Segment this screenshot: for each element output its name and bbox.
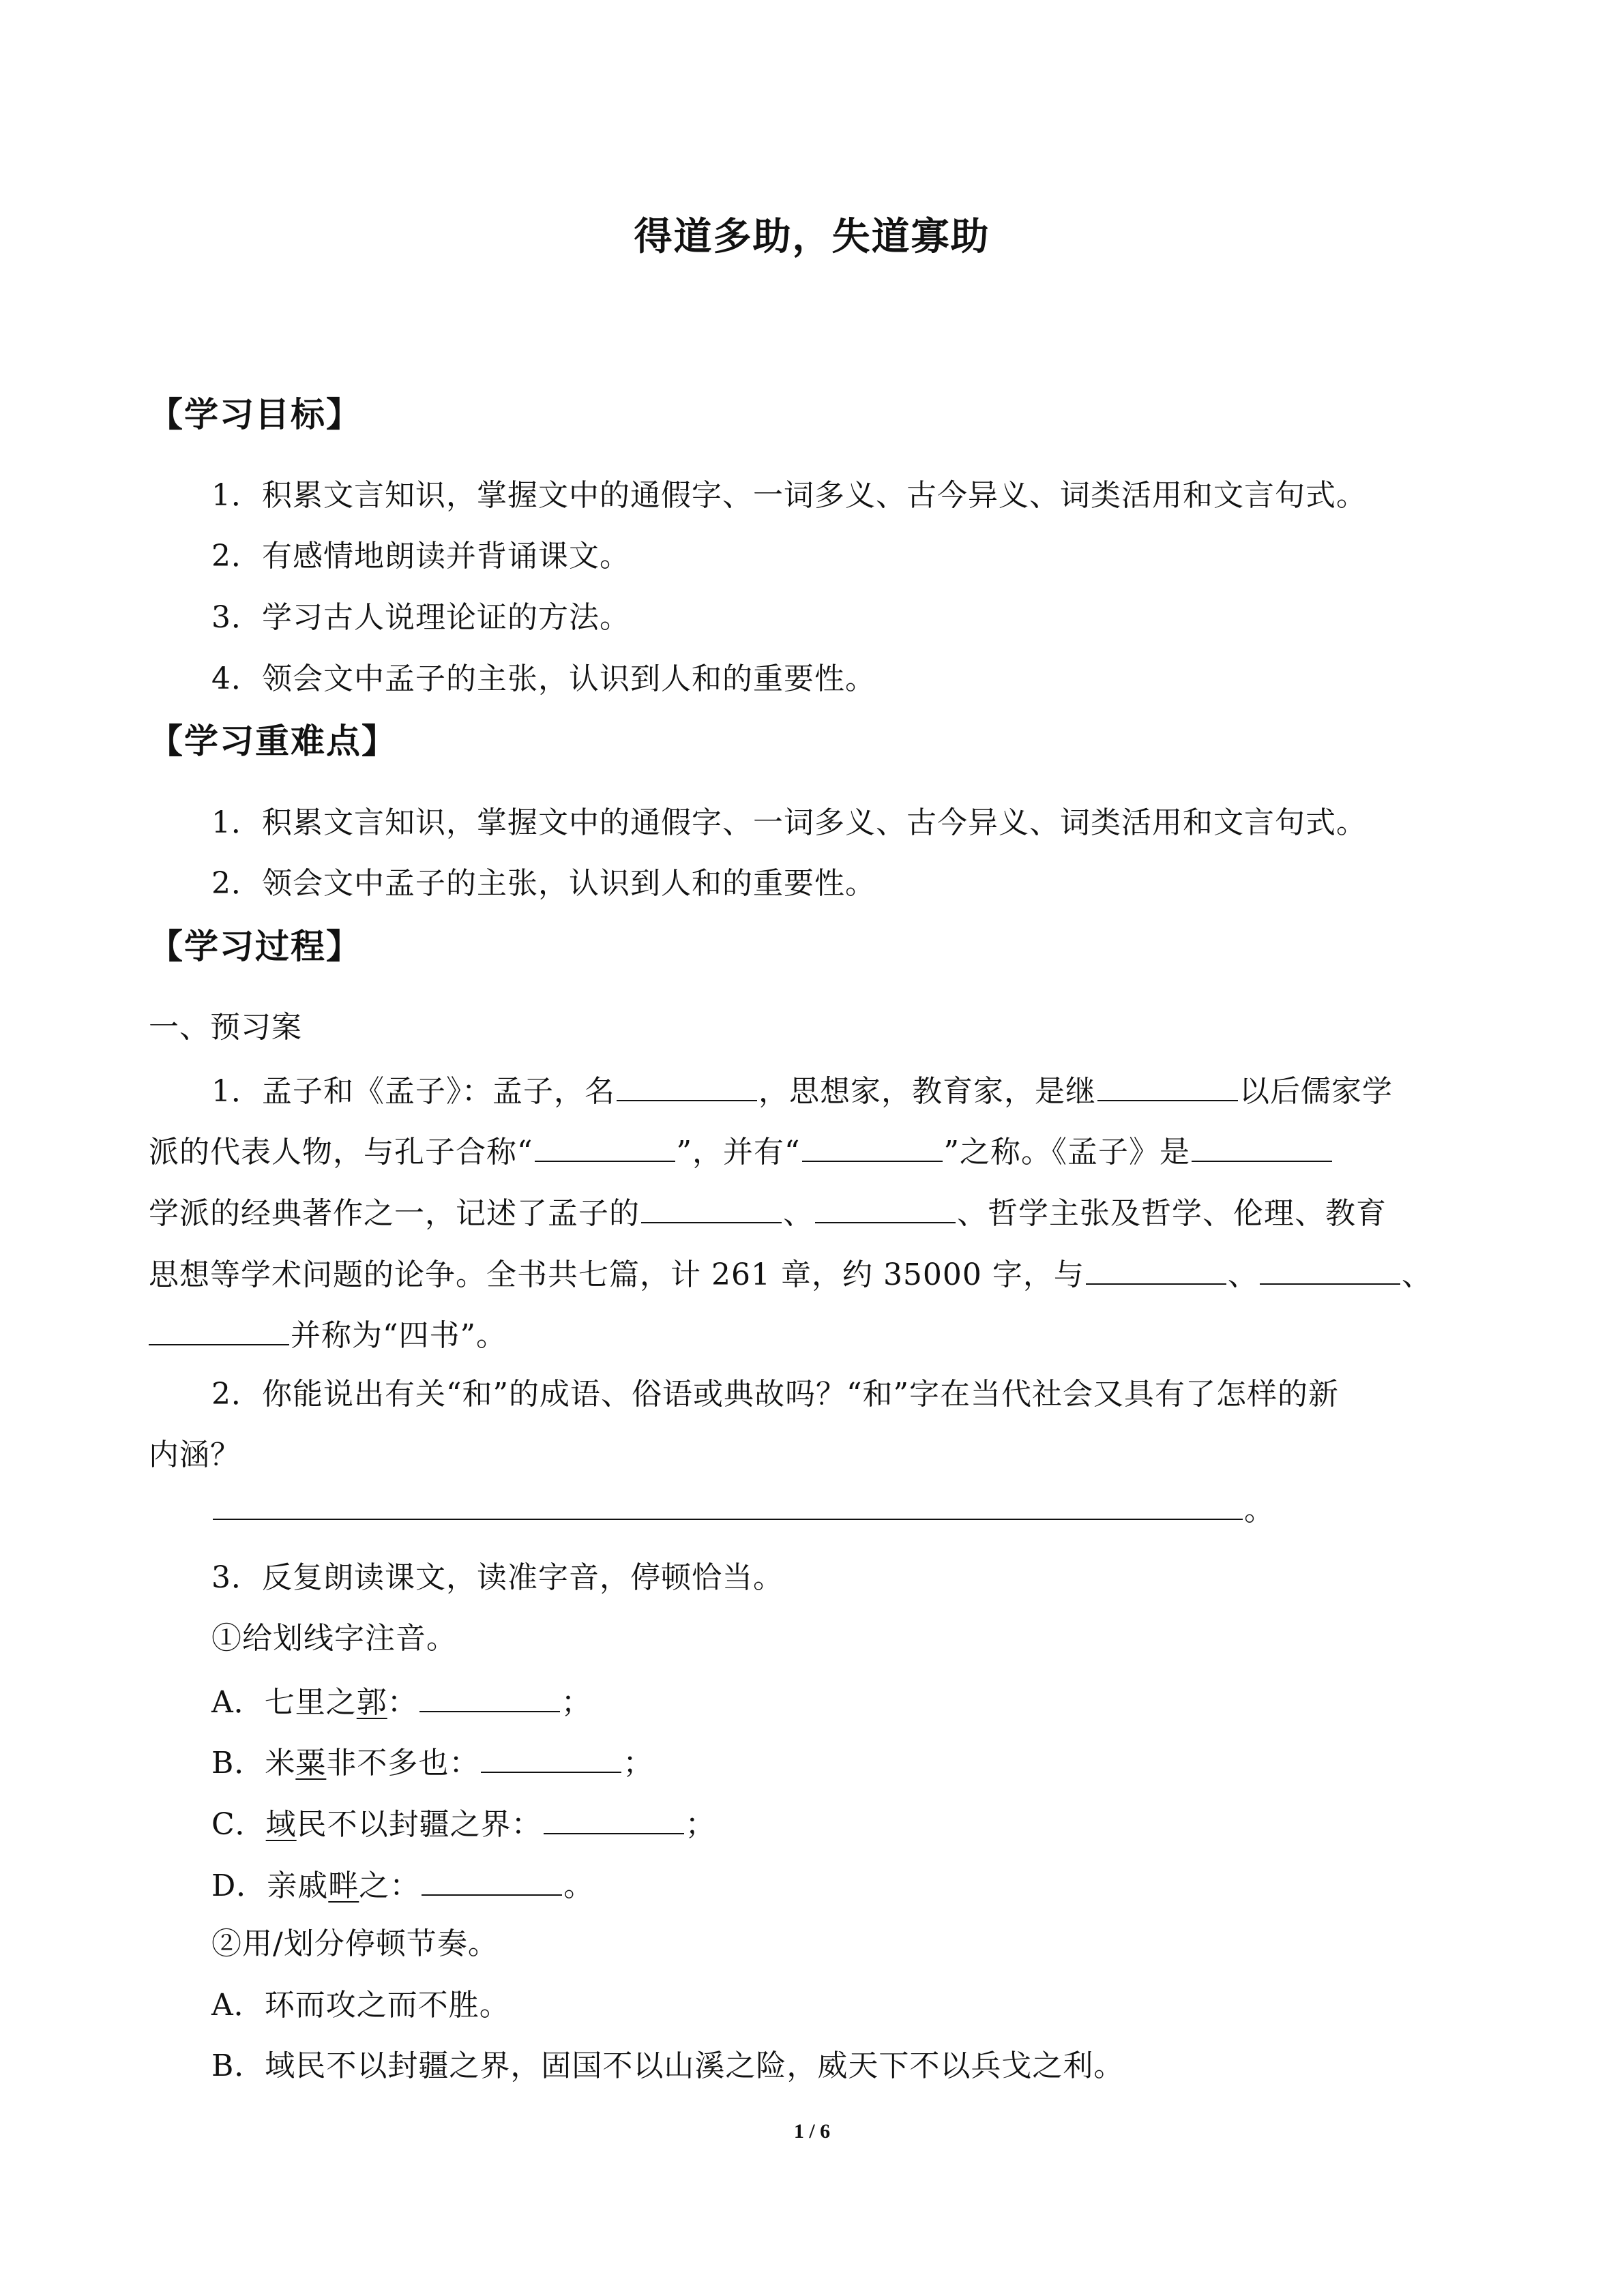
fill-blank[interactable] (419, 1680, 560, 1712)
q1-line-3: 学派的经典著作之一，记述了孟子的 、 、哲学主张及哲学、伦理、教育 (149, 1191, 1387, 1234)
document-title: 得道多助，失道寡助 (634, 215, 990, 259)
fill-blank[interactable] (617, 1069, 757, 1101)
objective-item-3: 3．学习古人说理论证的方法。 (211, 600, 630, 635)
pinyin-item-a: A．七里之郭： ； (211, 1680, 592, 1723)
objective-item-4: 4．领会文中孟子的主张，认识到人和的重要性。 (211, 661, 876, 696)
underlined-char: 粟 (295, 1746, 327, 1780)
q3-intro: 3．反复朗读课文，读准字音，停顿恰当。 (211, 1560, 784, 1595)
fill-blank[interactable] (422, 1863, 562, 1896)
objective-item-1: 1．积累文言知识，掌握文中的通假字、一词多义、古今异义、词类活用和文言句式。 (211, 478, 1367, 513)
key-points-heading: 【学习重难点】 (149, 721, 397, 761)
key-point-item-1: 1．积累文言知识，掌握文中的通假字、一词多义、古今异义、词类活用和文言句式。 (211, 805, 1367, 840)
objective-item-2: 2．有感情地朗读并背诵课文。 (211, 539, 630, 573)
fill-blank[interactable] (815, 1191, 956, 1223)
underlined-char: 畔 (328, 1868, 359, 1903)
q2-line-1: 2．你能说出有关“和”的成语、俗语或典故吗？“和”字在当代社会又具有了怎样的新 (211, 1377, 1339, 1412)
fill-blank[interactable] (535, 1129, 675, 1162)
page-number: 1 / 6 (793, 2120, 831, 2143)
q1-line-5: 并称为“四书”。 (149, 1313, 507, 1356)
pinyin-item-b: B．米粟非不多也： ； (211, 1740, 653, 1784)
pause-item-b: B．域民不以封疆之界，固国不以山溪之险，威天下不以兵戈之利。 (211, 2048, 1125, 2083)
q1-line-2: 派的代表人物，与孔子合称“ ”，并有“ ”之称。《孟子》是 (149, 1129, 1333, 1173)
process-heading: 【学习过程】 (149, 927, 361, 966)
fill-blank[interactable] (481, 1740, 621, 1773)
fill-blank[interactable] (544, 1802, 684, 1834)
q2-line-2: 内涵？ (149, 1437, 241, 1472)
q3-sub2: ②用/划分停顿节奏。 (211, 1926, 499, 1961)
pinyin-item-c: C．域民不以封疆之界： ； (211, 1802, 716, 1845)
fill-blank[interactable] (1086, 1252, 1226, 1285)
fill-blank[interactable] (641, 1191, 782, 1223)
fill-blank[interactable] (149, 1313, 289, 1345)
underlined-char: 郭 (356, 1685, 387, 1720)
fill-blank[interactable] (1192, 1129, 1332, 1162)
key-point-item-2: 2．领会文中孟子的主张，认识到人和的重要性。 (211, 866, 876, 901)
pause-item-a: A．环而攻之而不胜。 (211, 1988, 510, 2023)
fill-blank[interactable] (1260, 1252, 1400, 1285)
underlined-char: 域 (265, 1807, 297, 1842)
answer-line[interactable] (213, 1519, 1243, 1520)
q3-sub1: ①给划线字注音。 (211, 1621, 457, 1656)
q1-line-4: 思想等学术问题的论争。全书共七篇，计 261 章，约 35000 字，与 、 、 (149, 1252, 1432, 1296)
fill-blank[interactable] (1097, 1069, 1238, 1101)
pinyin-item-d: D．亲戚畔之： 。 (211, 1863, 594, 1907)
objectives-heading: 【学习目标】 (149, 395, 361, 434)
fill-blank[interactable] (802, 1129, 943, 1162)
q1-line-1: 1．孟子和《孟子》：孟子，名 ，思想家，教育家，是继 以后儒家学 (211, 1069, 1393, 1112)
preview-part-label: 一、预习案 (149, 1010, 302, 1045)
answer-line-end: 。 (1244, 1493, 1274, 1527)
